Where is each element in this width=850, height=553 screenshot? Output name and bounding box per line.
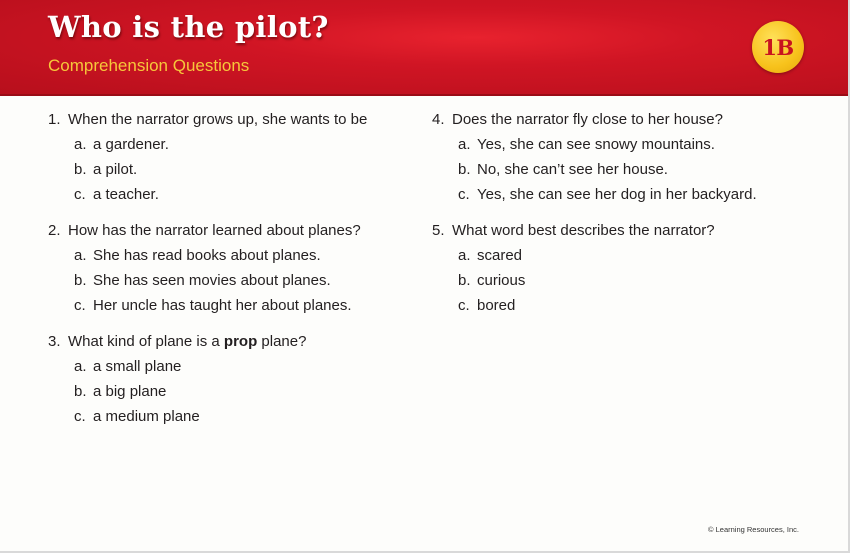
question-text	[48, 107, 418, 132]
answer-option	[432, 182, 832, 207]
right-question-column	[432, 107, 832, 329]
question-keyword: prop	[223, 333, 258, 350]
question-3	[48, 329, 418, 429]
answer-option	[432, 293, 832, 318]
question-number: 5.	[432, 222, 445, 239]
option-text: bored	[477, 297, 516, 314]
option-letter: c.	[74, 186, 86, 203]
option-letter: b.	[458, 272, 471, 289]
option-letter: c.	[74, 408, 86, 425]
option-text: a teacher.	[93, 186, 159, 203]
answer-option	[432, 268, 832, 293]
answer-option	[48, 157, 418, 182]
question-prompt-start: What kind of plane is a	[68, 333, 224, 350]
question-text	[48, 329, 418, 354]
answer-option	[48, 243, 418, 268]
option-text: scared	[477, 247, 523, 264]
option-text: She has read books about planes.	[93, 247, 321, 264]
card-number-badge	[752, 21, 804, 73]
answer-option	[432, 243, 832, 268]
question-number: 1.	[48, 111, 61, 128]
answer-option	[48, 182, 418, 207]
option-letter: c.	[458, 297, 470, 314]
option-text: a medium plane	[93, 408, 200, 425]
answer-option	[48, 404, 418, 429]
option-letter: c.	[458, 186, 470, 203]
question-number: 3.	[48, 333, 61, 350]
option-text: a gardener.	[93, 136, 169, 153]
option-text: a small plane	[93, 358, 182, 375]
option-letter: a.	[74, 136, 87, 153]
answer-option	[48, 379, 418, 404]
option-letter: a.	[458, 136, 471, 153]
left-question-column	[48, 107, 418, 440]
question-prompt-end: plane?	[257, 333, 307, 350]
question-2	[48, 218, 418, 318]
option-text: She has seen movies about planes.	[93, 272, 331, 289]
question-4	[432, 107, 832, 207]
question-prompt: Does the narrator fly close to her house?	[452, 111, 723, 128]
question-prompt: How has the narrator learned about planes?	[68, 222, 361, 239]
option-text: Yes, she can see snowy mountains.	[477, 136, 715, 153]
answer-option	[48, 354, 418, 379]
option-letter: c.	[74, 297, 86, 314]
option-text: Her uncle has taught her about planes.	[93, 297, 352, 314]
badge-label: 1B	[762, 34, 794, 60]
option-letter: a.	[74, 358, 87, 375]
question-prompt: When the narrator grows up, she wants to be	[68, 111, 368, 128]
option-letter: a.	[458, 247, 471, 264]
option-letter: b.	[74, 161, 87, 178]
option-text: No, she can’t see her house.	[477, 161, 668, 178]
question-1	[48, 107, 418, 207]
option-letter: b.	[458, 161, 471, 178]
question-text	[432, 218, 832, 243]
answer-option	[432, 132, 832, 157]
answer-option	[432, 157, 832, 182]
option-text: Yes, she can see her dog in her backyard.	[477, 186, 757, 203]
question-prompt: What word best describes the narrator?	[452, 222, 715, 239]
answer-option	[48, 268, 418, 293]
option-text: a big plane	[93, 383, 167, 400]
question-text	[432, 107, 832, 132]
answer-option	[48, 132, 418, 157]
question-number: 4.	[432, 111, 445, 128]
question-5	[432, 218, 832, 318]
option-letter: b.	[74, 272, 87, 289]
question-text	[48, 218, 418, 243]
option-text: a pilot.	[93, 161, 138, 178]
answer-option	[48, 293, 418, 318]
option-letter: b.	[74, 383, 87, 400]
card-title: Who is the pilot?	[48, 10, 329, 44]
option-letter: a.	[74, 247, 87, 264]
card-header	[0, 0, 848, 96]
card-subtitle: Comprehension Questions	[48, 56, 250, 75]
option-text: curious	[477, 272, 526, 289]
copyright-notice: © Learning Resources, Inc.	[708, 525, 799, 534]
question-number: 2.	[48, 222, 61, 239]
